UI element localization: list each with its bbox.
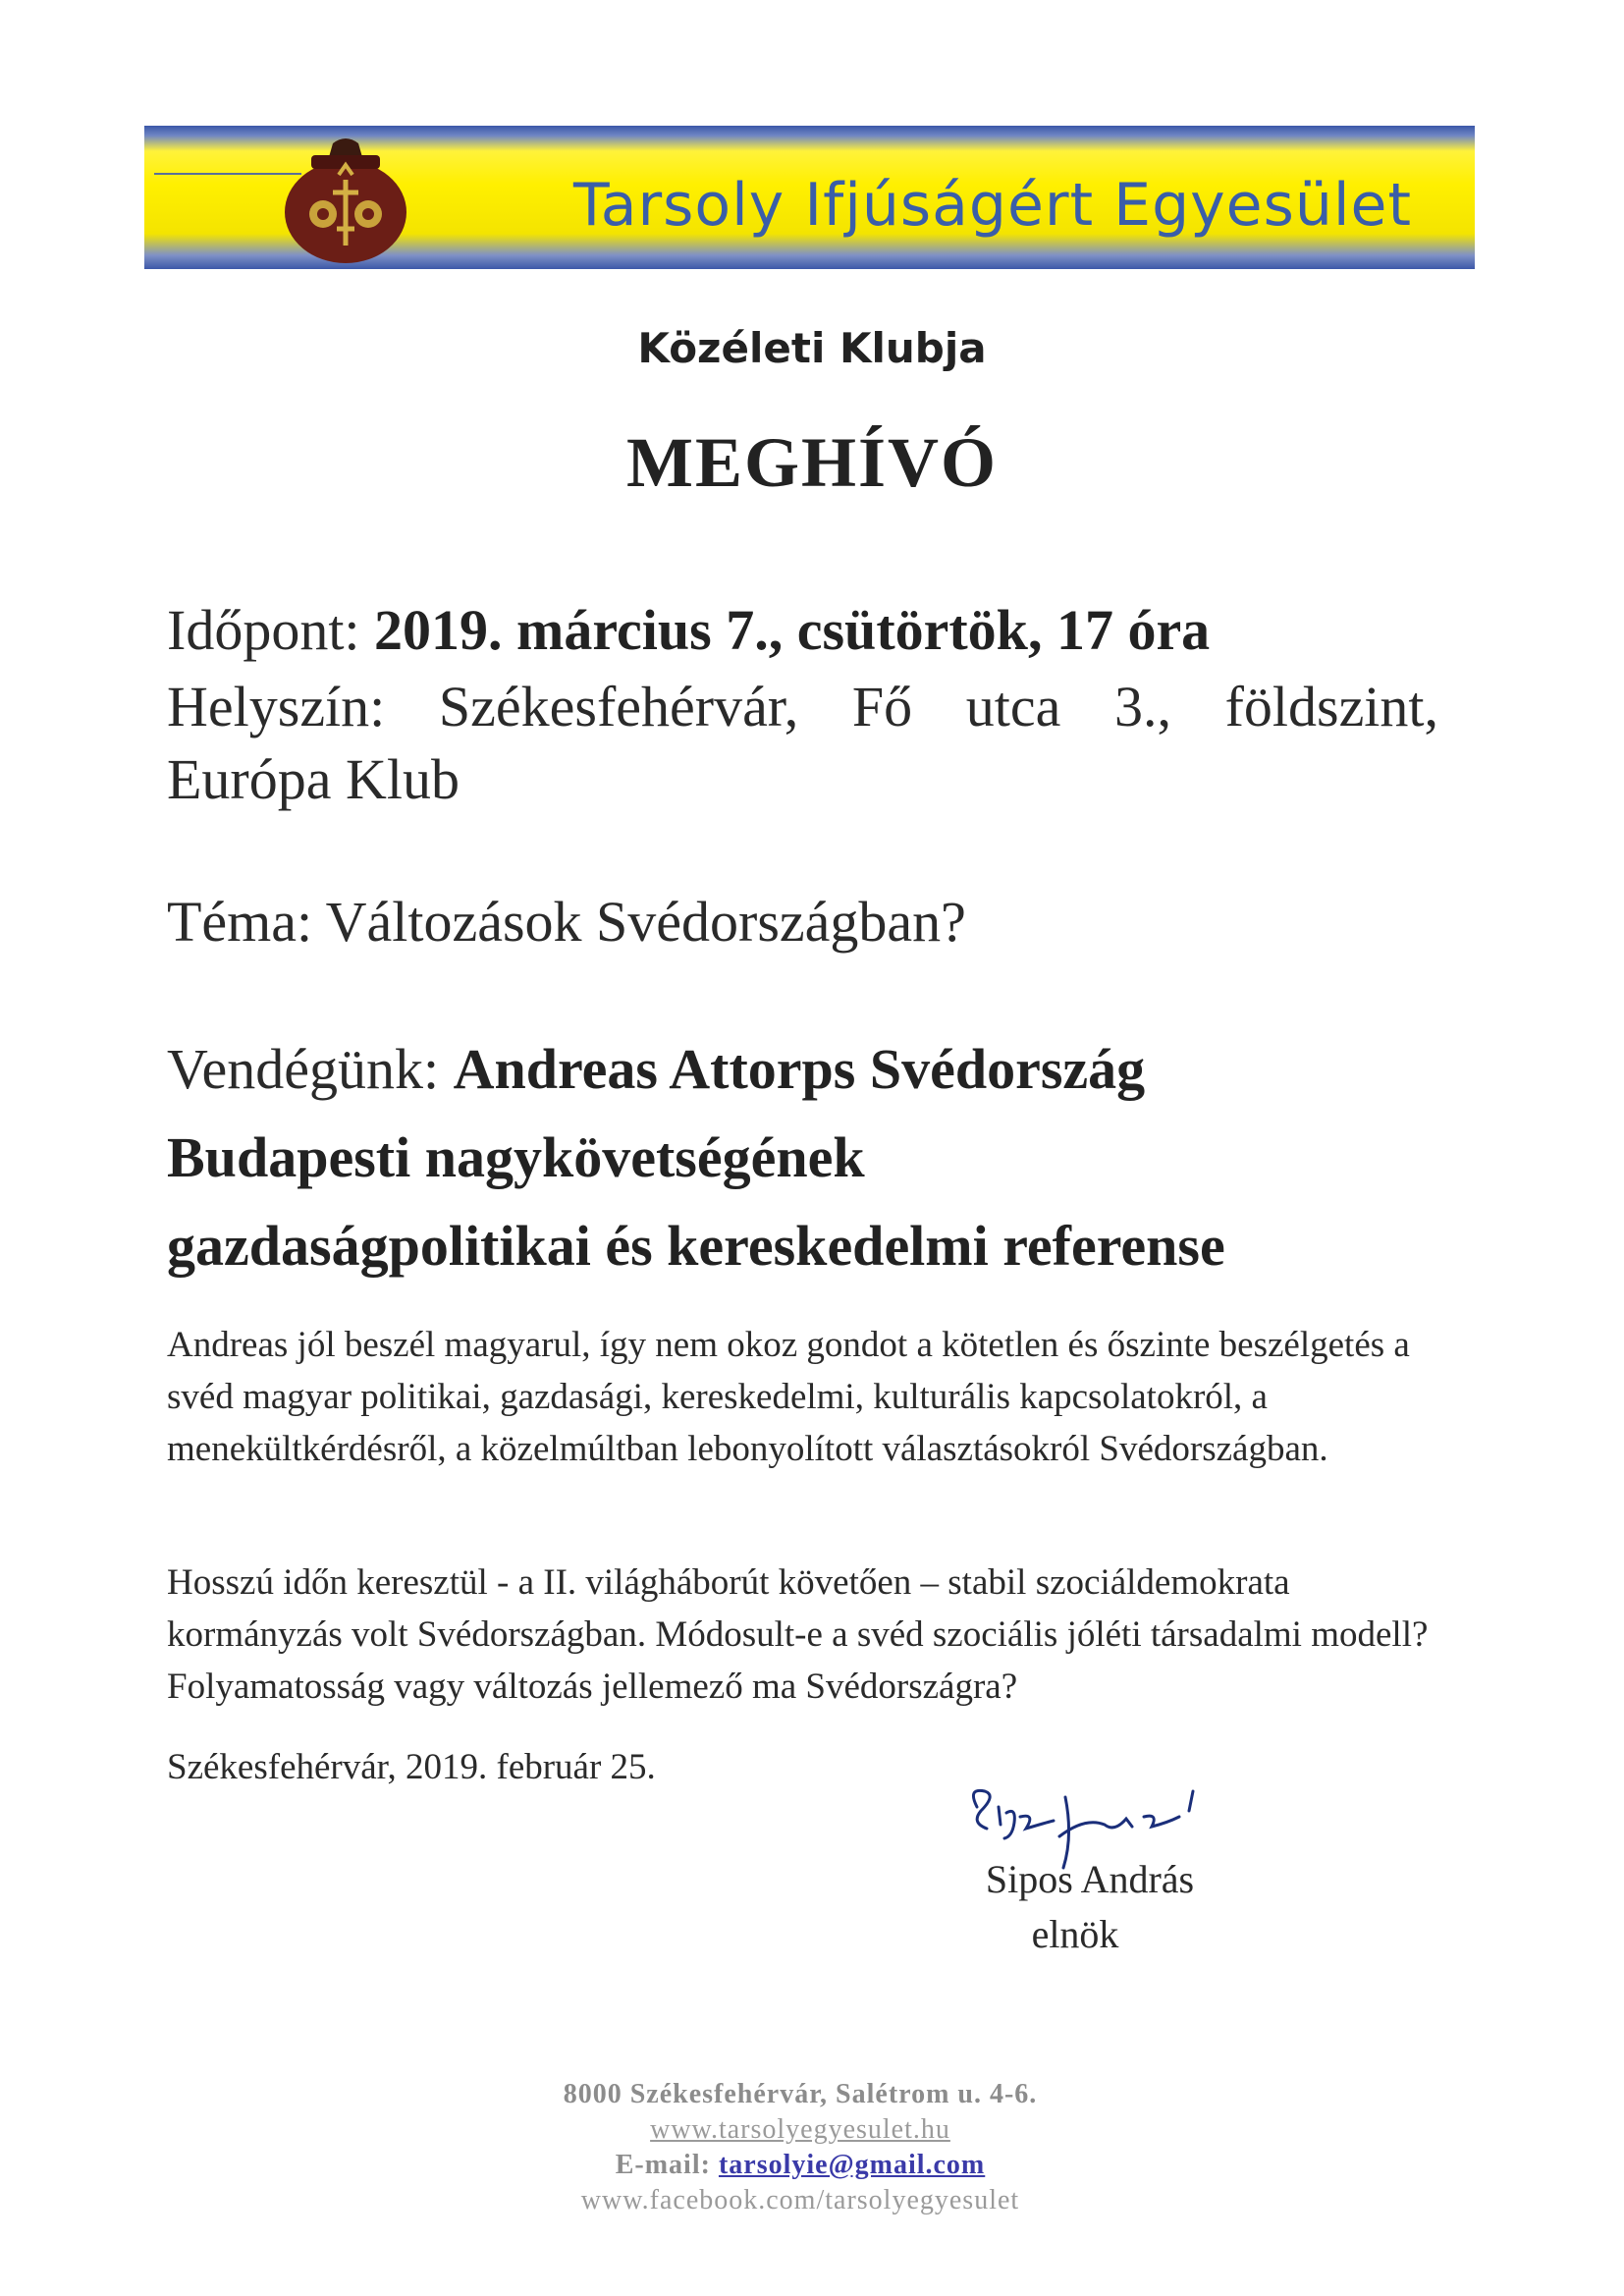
document-title: MEGHÍVÓ <box>625 423 998 502</box>
place-date: Székesfehérvár, 2019. február 25. <box>167 1747 656 1787</box>
time-value: 2019. március 7., csütörtök, 17 óra <box>374 598 1211 662</box>
event-place-line1: Helyszín: Székesfehérvár, Fő utca 3., földszint, <box>167 675 1439 738</box>
embroidered-pouch-icon <box>272 136 419 265</box>
footer-email <box>0 2150 1600 2181</box>
guest-line3: gazdaságpolitikai és kereskedelmi referense <box>167 1214 1225 1278</box>
paragraph-2: Hosszú időn keresztül - a II. világháborút követően – stabil szociáldemokrata kormányzás volt Svédországban. Módosult-e a svéd szociális jóléti társadalmi modell? Folyamatosság vagy változás jellemező ma Svédországra? <box>167 1562 1429 1707</box>
paragraph-1: Andreas jól beszél magyarul, így nem okoz gondot a kötetlen és őszinte beszélgetés a svéd magyar politikai, gazdasági, kereskedelmi, kulturális kapcsolatokról, a menekültkérdésről, a közelmúltban lebonyolított választásokról Svédországban. <box>167 1325 1410 1469</box>
time-label: Időpont: <box>167 598 375 662</box>
event-topic: Téma: Változások Svédországban? <box>167 890 966 954</box>
footer-facebook-link[interactable]: www.facebook.com/tarsolyegyesulet <box>580 2185 1020 2215</box>
guest-line2: Budapesti nagykövetségének <box>167 1125 865 1189</box>
signer-name: Sipos András <box>985 1857 1195 1901</box>
club-name: Közéleti Klubja <box>637 324 987 372</box>
email-link[interactable]: tarsolyie@gmail.com <box>718 2150 986 2180</box>
guest-label: Vendégünk: <box>167 1037 454 1101</box>
header-banner <box>144 126 1475 269</box>
footer-website-link[interactable]: www.tarsolyegyesulet.hu <box>650 2114 950 2145</box>
event-time <box>167 597 1210 663</box>
guest-name: Andreas Attorps Svédország <box>453 1037 1146 1101</box>
guest-line1 <box>167 1036 1145 1102</box>
event-place-line2: Európa Klub <box>167 747 460 811</box>
organization-name: Tarsoly Ifjúságért Egyesület <box>573 171 1412 240</box>
email-label: E-mail: <box>615 2150 719 2180</box>
signer-role: elnök <box>1031 1912 1119 1956</box>
footer-address: 8000 Székesfehérvár, Salétrom u. 4-6. <box>563 2079 1038 2109</box>
